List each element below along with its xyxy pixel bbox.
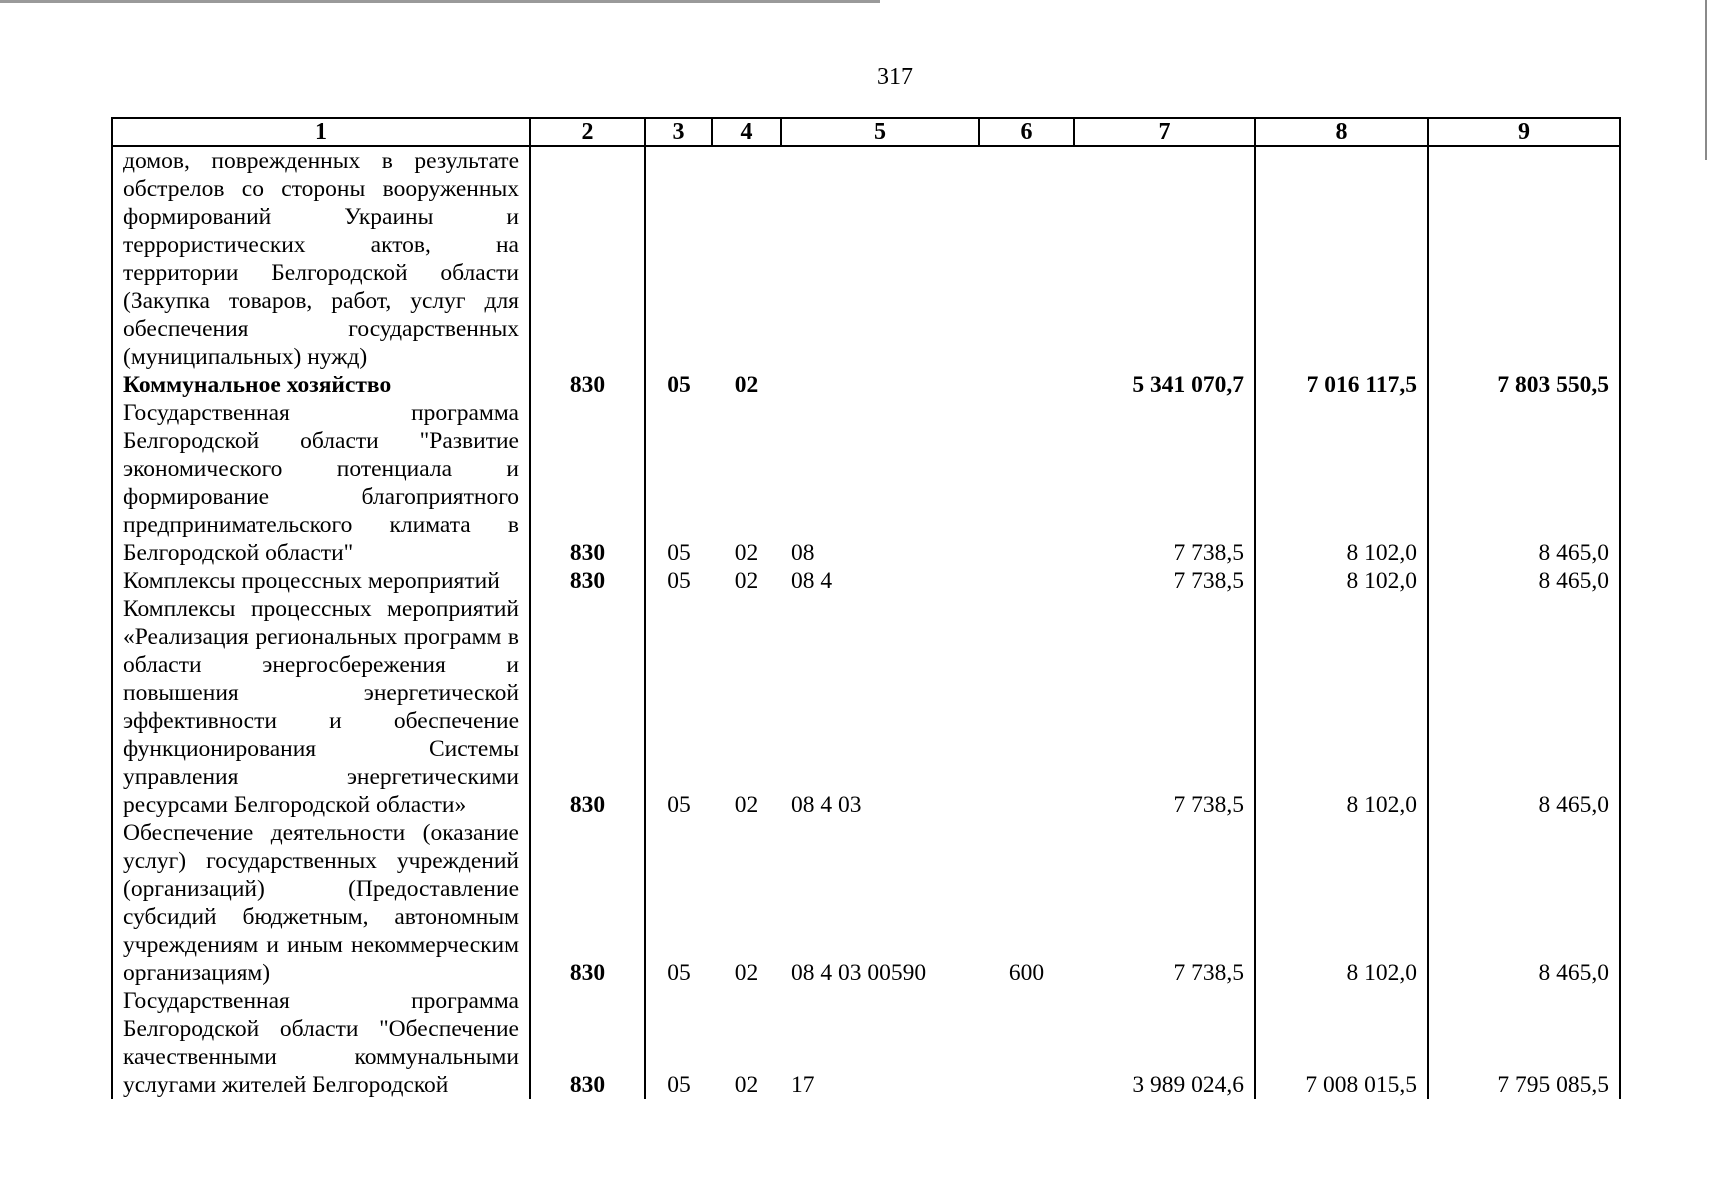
table-row [112,567,1620,595]
section-code: 05 [667,792,691,818]
amount-year-3: 8 465,0 [1428,399,1620,567]
section-code [645,146,712,371]
column-header: 1 [112,118,530,146]
section-code: 05 [667,540,691,566]
amount-year-3 [1428,146,1620,371]
expense-type-code [979,987,1074,1099]
column-header: 9 [1428,118,1620,146]
subsection-code: 02 [734,568,759,594]
ministry-code [530,146,645,371]
row-description: домов, поврежденных в результате обстрелов со стороны вооруженных формирований Украины и террористических актов, на территории Белгородской области (Закупка товаров, работ, услуг для обеспечения государственных (муниципальных) нужд) [112,146,530,371]
expense-type-code [979,595,1074,819]
amount-year-1: 7 738,5 [1074,819,1255,987]
subsection-code: 02 [734,1072,759,1098]
amount-year-1: 7 738,5 [1074,595,1255,819]
target-article-code: 08 4 03 [791,792,862,818]
subsection-code: 02 [734,540,759,566]
ministry-code: 830 [530,371,645,399]
amount-year-2: 7 016 117,5 [1255,371,1428,399]
expense-type-code [979,567,1074,595]
column-header: 3 [645,118,712,146]
subsection-code [712,146,781,371]
table-row [112,987,1620,1099]
row-description: Государственная программа Белгородской области "Обеспечение качественными коммунальными услугами жителей Белгородской [112,987,530,1099]
table-row [112,819,1620,987]
section-code: 05 [667,1072,691,1098]
table-row [112,399,1620,567]
amount-year-2: 8 102,0 [1255,567,1428,595]
expense-type-code [979,146,1074,371]
expense-type-code [979,399,1074,567]
table-header-row [112,118,1620,146]
amount-year-1: 3 989 024,6 [1074,987,1255,1099]
amount-year-1: 7 738,5 [1074,567,1255,595]
target-article-code: 08 4 [791,568,833,594]
amount-year-3: 8 465,0 [1428,819,1620,987]
target-article-code [781,146,979,371]
ministry-code: 830 [530,399,645,567]
amount-year-2: 8 102,0 [1255,595,1428,819]
expense-type-code: 600 [1008,960,1045,986]
row-description: Комплексы процессных мероприятий [112,567,530,595]
target-article-code [781,371,979,399]
amount-year-1 [1074,146,1255,371]
subsection-code: 02 [734,372,759,398]
amount-year-2: 7 008 015,5 [1255,987,1428,1099]
amount-year-3: 7 803 550,5 [1428,371,1620,399]
row-description: Государственная программа Белгородской области "Развитие экономического потенциала и формирование благоприятного предпринимательского климата в Белгородской области" [112,399,530,567]
amount-year-2 [1255,146,1428,371]
subsection-code: 02 [734,960,759,986]
ministry-code: 830 [530,819,645,987]
ministry-code: 830 [530,987,645,1099]
amount-year-2: 8 102,0 [1255,819,1428,987]
section-code: 05 [667,960,691,986]
amount-year-3: 7 795 085,5 [1428,987,1620,1099]
target-article-code: 17 [791,1072,815,1098]
amount-year-1: 7 738,5 [1074,399,1255,567]
amount-year-3: 8 465,0 [1428,595,1620,819]
subsection-code: 02 [734,792,759,818]
table-row [112,371,1620,399]
target-article-code: 08 4 03 00590 [791,960,927,986]
table-row [112,146,1620,371]
amount-year-2: 8 102,0 [1255,399,1428,567]
column-header: 6 [979,118,1074,146]
budget-table [111,117,1621,1099]
page-number: 317 [877,64,913,90]
ministry-code: 830 [530,595,645,819]
section-code: 05 [667,372,691,398]
column-header: 8 [1255,118,1428,146]
amount-year-1: 5 341 070,7 [1074,371,1255,399]
column-header: 5 [781,118,979,146]
column-header: 2 [530,118,645,146]
column-header: 4 [712,118,781,146]
ministry-code: 830 [530,567,645,595]
table-row [112,595,1620,819]
expense-type-code [979,371,1074,399]
row-description: Коммунальное хозяйство [112,371,530,399]
row-description: Обеспечение деятельности (оказание услуг) государственных учреждений (организаций) (Предоставление субсидий бюджетным, автономным учреждениям и иным некоммерческим организациям) [112,819,530,987]
amount-year-3: 8 465,0 [1428,567,1620,595]
target-article-code: 08 [791,540,815,566]
scan-edge-top [0,0,880,3]
section-code: 05 [667,568,691,594]
row-description: Комплексы процессных мероприятий «Реализация региональных программ в области энергосбережения и повышения энергетической эффективности и обеспечение функционирования Системы управления энергетическими ресурсами Белгородской области» [112,595,530,819]
column-header: 7 [1074,118,1255,146]
